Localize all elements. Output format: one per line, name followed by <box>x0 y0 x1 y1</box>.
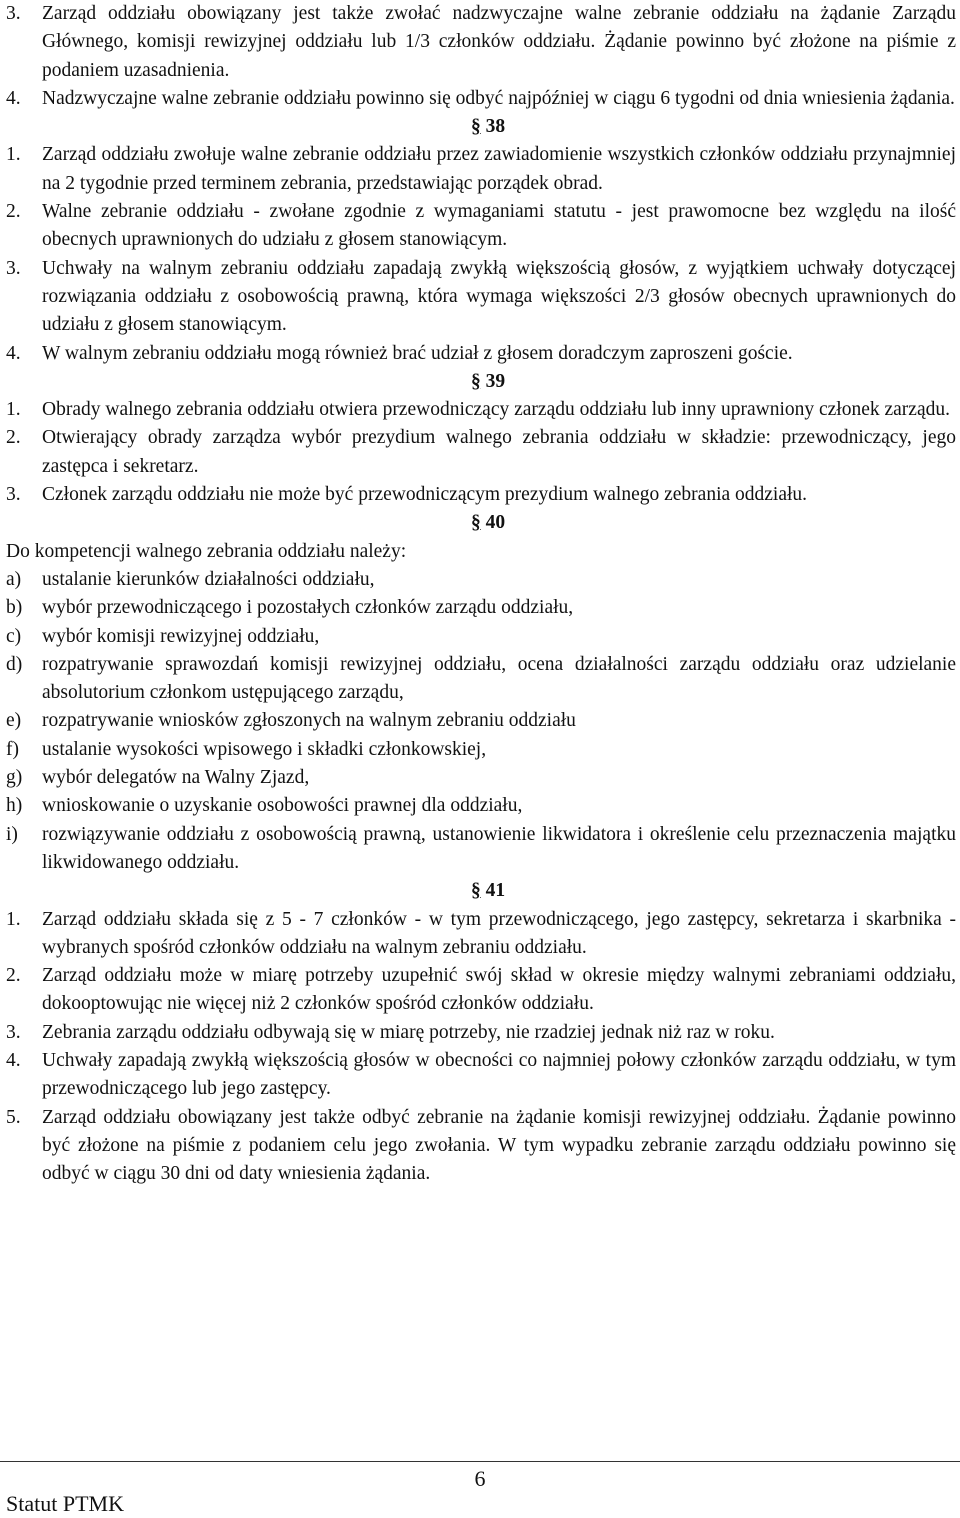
item-number: d) <box>6 653 23 675</box>
item-text: Zebrania zarządu oddziału odbywają się w miarę potrzeby, nie rzadziej jednak niż raz w roku. <box>42 1021 775 1043</box>
paragraph-item <box>6 623 956 651</box>
paragraph-item <box>6 85 956 113</box>
paragraph-item <box>6 0 956 85</box>
paragraph-item <box>6 821 956 878</box>
item-number: 1. <box>6 144 21 166</box>
item-text: wnioskowanie o uzyskanie osobowości prawnej dla oddziału, <box>42 795 523 817</box>
paragraph-item <box>6 707 956 735</box>
item-number: 5. <box>6 1106 21 1128</box>
item-text: rozwiązywanie oddziału z osobowością prawną, ustanowienie likwidatora i określenie celu przeznaczenia majątku likwidowanego oddziału. <box>42 823 956 873</box>
item-number: 2. <box>6 965 21 987</box>
paragraph-item <box>6 1104 956 1189</box>
item-text: W walnym zebraniu oddziału mogą również brać udział z głosem doradczym zaproszeni goście. <box>42 342 793 364</box>
page-number: 6 <box>474 1466 486 1491</box>
item-number: 1. <box>6 908 21 930</box>
item-number: c) <box>6 625 22 647</box>
item-text: wybór delegatów na Walny Zjazd, <box>42 767 310 789</box>
item-text: wybór przewodniczącego i pozostałych członków zarządu oddziału, <box>42 597 574 619</box>
item-number: 1. <box>6 399 21 421</box>
paragraph-item <box>6 481 956 509</box>
item-number: 3. <box>6 257 21 279</box>
item-text: Walne zebranie oddziału - zwołane zgodnie z wymaganiami statutu - jest prawomocne bez względu na ilość obecnych uprawnionych do udziału z głosem stanowiącym. <box>42 201 956 251</box>
item-text: Zarząd oddziału obowiązany jest także zwołać nadzwyczajne walne zebranie oddziału na żądanie Zarządu Głównego, komisji rewizyjnej oddziału lub 1/3 członków oddziału. Żądanie powinno być złożone na piśmie z podaniem uzasadnienia. <box>42 3 956 81</box>
section-heading <box>6 877 956 905</box>
item-number: e) <box>6 710 22 732</box>
item-number: 3. <box>6 1021 21 1043</box>
item-text: Zarząd oddziału zwołuje walne zebranie oddziału przez zawiadomienie wszystkich członków oddziału przynajmniej na 2 tygodnie przed terminem zebrania, przedstawiając porządek obrad. <box>42 144 956 194</box>
item-text: Zarząd oddziału może w miarę potrzeby uzupełnić swój skład w okresie między walnymi zebraniami oddziału, dokooptowując nie więcej niż 2 członków spośród członków oddziału. <box>42 965 956 1015</box>
footer-document-title: Statut PTMK <box>6 1491 124 1516</box>
section-symbol: § <box>470 512 481 534</box>
section-heading <box>6 368 956 396</box>
section-heading <box>6 509 956 537</box>
item-number: g) <box>6 767 23 789</box>
section-number: 38 <box>485 116 506 138</box>
item-text: ustalanie wysokości wpisowego i składki członkowskiej, <box>42 738 487 760</box>
paragraph-item <box>6 962 956 1019</box>
item-number: 4. <box>6 1049 21 1071</box>
section-symbol: § <box>470 370 481 392</box>
paragraph-item <box>6 1047 956 1104</box>
paragraph-item <box>6 792 956 820</box>
item-number: 3. <box>6 484 21 506</box>
paragraph-item <box>6 764 956 792</box>
paragraph-item <box>6 198 956 255</box>
paragraph-item <box>6 255 956 340</box>
item-text: Członek zarządu oddziału nie może być przewodniczącym prezydium walnego zebrania oddziału. <box>42 484 808 506</box>
paragraph-item <box>6 566 956 594</box>
item-number: h) <box>6 795 23 817</box>
paragraph-item <box>6 736 956 764</box>
item-number: a) <box>6 568 22 590</box>
item-number: 2. <box>6 427 21 449</box>
item-text: Otwierający obrady zarządza wybór prezydium walnego zebrania oddziału w składzie: przewodniczący, jego zastępca i sekretarz. <box>42 427 956 477</box>
item-text: Zarząd oddziału obowiązany jest także odbyć zebranie na żądanie komisji rewizyjnej oddziału. Żądanie powinno być złożone na piśmie z podaniem celu jego zwołania. W tym wypadku zebranie zarządu oddziału powinno się odbyć w ciągu 30 dni od daty wniesienia żądania. <box>42 1106 956 1185</box>
item-text: Zarząd oddziału składa się z 5 - 7 członków - w tym przewodniczącego, jego zastępcy, sekretarza i skarbnika - wybranych spośród członków oddziału na walnym zebraniu oddziału. <box>42 908 956 958</box>
item-text: Uchwały na walnym zebraniu oddziału zapadają zwykłą większością głosów, z wyjątkiem uchwały dotyczącej rozwiązania oddziału z osobowością prawną, która wymaga większości 2/3 głosów obecnych uprawnionych do udziału z głosem stanowiącym. <box>42 257 956 336</box>
section-symbol: § <box>470 116 481 138</box>
item-number: f) <box>6 738 19 760</box>
item-number: 4. <box>6 342 21 364</box>
item-text: wybór komisji rewizyjnej oddziału, <box>42 625 320 647</box>
paragraph-item <box>6 340 956 368</box>
item-text: rozpatrywanie sprawozdań komisji rewizyjnej oddziału, ocena działalności zarządu oddziału oraz udzielanie absolutorium członkom ustępującego zarządu, <box>42 653 956 704</box>
paragraph-item <box>6 424 956 481</box>
item-text: Nadzwyczajne walne zebranie oddziału powinno się odbyć najpóźniej w ciągu 6 tygodni od dnia wniesienia żądania. <box>42 87 955 109</box>
document-body <box>6 0 956 1188</box>
section-number: 41 <box>485 880 506 902</box>
section-number: 39 <box>485 370 506 392</box>
paragraph-item <box>6 396 956 424</box>
item-number: 4. <box>6 87 21 109</box>
item-number: 2. <box>6 201 21 223</box>
section-number: 40 <box>485 512 506 534</box>
footer-divider <box>0 1461 960 1462</box>
paragraph-item <box>6 141 956 198</box>
paragraph-item <box>6 594 956 622</box>
document-page <box>6 0 956 1188</box>
item-text: rozpatrywanie wniosków zgłoszonych na walnym zebraniu oddziału <box>42 710 576 732</box>
item-number: 3. <box>6 3 21 24</box>
section-symbol: § <box>470 880 481 902</box>
paragraph-item <box>6 651 956 708</box>
item-number: i) <box>6 823 18 845</box>
section-heading <box>6 113 956 141</box>
intro-text: Do kompetencji walnego zebrania oddziału należy: <box>6 540 407 562</box>
item-text: Obrady walnego zebrania oddziału otwiera przewodniczący zarządu oddziału lub inny uprawniony członek zarządu. <box>42 399 950 421</box>
item-text: ustalanie kierunków działalności oddziału, <box>42 568 375 590</box>
item-text: Uchwały zapadają zwykłą większością głosów w obecności co najmniej połowy członków zarządu oddziału, w tym przewodniczącego lub jego zastępcy. <box>42 1049 956 1100</box>
item-number: b) <box>6 597 23 619</box>
paragraph-item <box>6 906 956 963</box>
paragraph-item <box>6 1019 956 1047</box>
